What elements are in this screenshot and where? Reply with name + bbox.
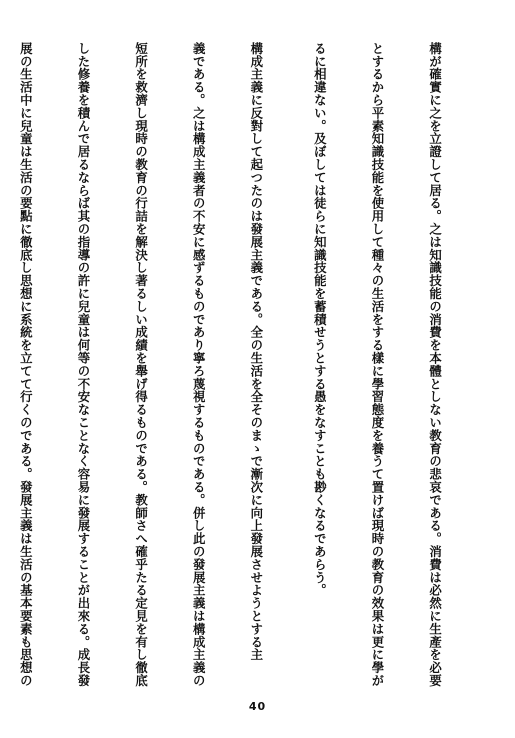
vertical-text-body: [18, 42, 483, 692]
text-line: とするから平素知識技能を使用して種々の生活をする樣に學習態度を養うて置けば現時の教育の效果は更に學が: [369, 42, 385, 687]
text-line: 義である。之は構成主義者の不安に感ずるものであり寧ろ蔑視するものである。併し此の發展主義は構成主義の: [191, 42, 207, 687]
text-line: した修養を積んで居るならば其の指導の許に兒童は何等の不安なことなく容易に發展することが出來る。成長發: [75, 42, 91, 687]
text-line: るに相違ない。及ぼしては徒らに知識技能を蓄積せうとする愚をなすことも尠くなるであらう。: [312, 42, 328, 597]
page-number: 40: [248, 700, 267, 713]
text-line: 構が確實に之を立證して居る。之は知識技能の消費を本體としない教育の悲哀である。消費は必然に生產を必要: [427, 42, 443, 687]
text-line: 短所を救濟し現時の教育の行詰を解決し著るしい成績を舉げ得るものである。教師さへ確乎たる定見を有し徹底: [133, 42, 149, 687]
text-line: 構成主義に反對して起つたのは發展主義である。全の生活を全そのまゝで漸次に向上發展させようとする主: [248, 42, 264, 662]
text-line: 展の生活中に兒童は生活の要點に徹底し思想に系統を立てて行くのである。發展主義は生活の基本要素も思想の: [18, 42, 34, 687]
